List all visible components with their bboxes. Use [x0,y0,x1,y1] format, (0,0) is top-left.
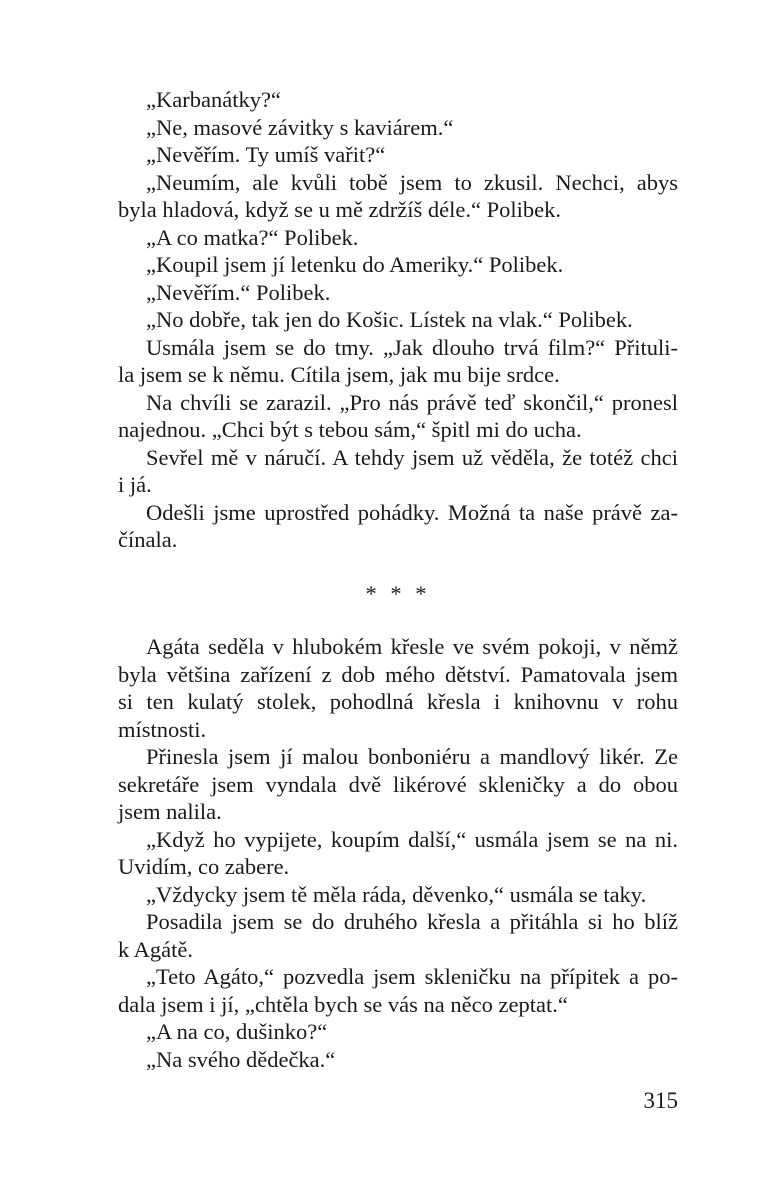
text-line: sekretáře jsem vyndala dvě likérové skleničky a do obou [118,771,678,797]
text-line: „Na svého dědečka.“ [146,1046,336,1072]
text-line: byla hladová, když se u mě zdržíš déle.“ Polibek. [118,197,561,222]
text-line: čínala. [118,527,178,552]
text-line: „Koupil jsem jí letenku do Ameriky.“ Polibek. [146,252,564,277]
text-line: si ten kulatý stolek, pohodlná křesla i knihovnu v rohu [118,689,678,714]
text-line: najednou. „Chci být s tebou sám,“ špitl mi do ucha. [118,417,582,442]
text-line: místnosti. [118,716,207,742]
text-line: „A co matka?“ Polibek. [146,224,359,250]
text-line: Sevřel mě v náručí. A tehdy jsem už věděla, že totéž chci [146,444,678,470]
text-line: „A na co, dušinko?“ [146,1019,328,1044]
text-line: Uvidím, co zabere. [118,854,290,879]
text-line: i já. [118,472,152,497]
text-line: Posadila jsem se do druhého křesla a přitáhla si ho blíž [146,909,678,934]
text-line: „No dobře, tak jen do Košic. Lístek na vlak.“ Polibek. [146,307,633,332]
text-line: „Teto Agáto,“ pozvedla jsem skleničku na přípitek a po- [146,964,678,989]
section-separator: * * * [365,580,431,606]
text-line: „Karbanátky?“ [146,87,281,112]
text-line: Na chvíli se zarazil. „Pro nás právě teď skončil,“ pronesl [146,389,678,415]
text-line: dala jsem i jí, „chtěla bych se vás na něco zeptat.“ [118,991,568,1017]
text-line: k Agátě. [118,936,193,962]
text-line: byla většina zařízení z dob mého dětství. Pamatovala jsem [118,661,678,687]
text-line: Agáta seděla v hlubokém křesle ve svém pokoji, v němž [146,634,678,659]
text-line: Usmála jsem se do tmy. „Jak dlouho trvá film?“ Přituli- [146,334,678,360]
text-line: Odešli jsme uprostřed pohádky. Možná ta naše právě za- [146,499,678,525]
page-number: 315 [643,1088,678,1113]
text-line: „Když ho vypijete, koupím další,“ usmála jsem se na ni. [146,826,678,852]
text-line: la jsem se k němu. Cítila jsem, jak mu bije srdce. [118,362,560,387]
text-line: „Vždycky jsem tě měla ráda, děvenko,“ usmála se taky. [146,881,647,907]
text-line: „Neumím, ale kvůli tobě jsem to zkusil. Nechci, abys [146,169,678,195]
text-line: „Ne, masové závitky s kaviárem.“ [146,114,454,140]
text-line: „Nevěřím.“ Polibek. [146,279,331,305]
text-line: Přinesla jsem jí malou bonboniéru a mandlový likér. Ze [146,744,678,769]
body-text [118,86,678,1073]
text-line: jsem nalila. [118,799,222,824]
text-line: „Nevěřím. Ty umíš vařit?“ [146,142,386,167]
